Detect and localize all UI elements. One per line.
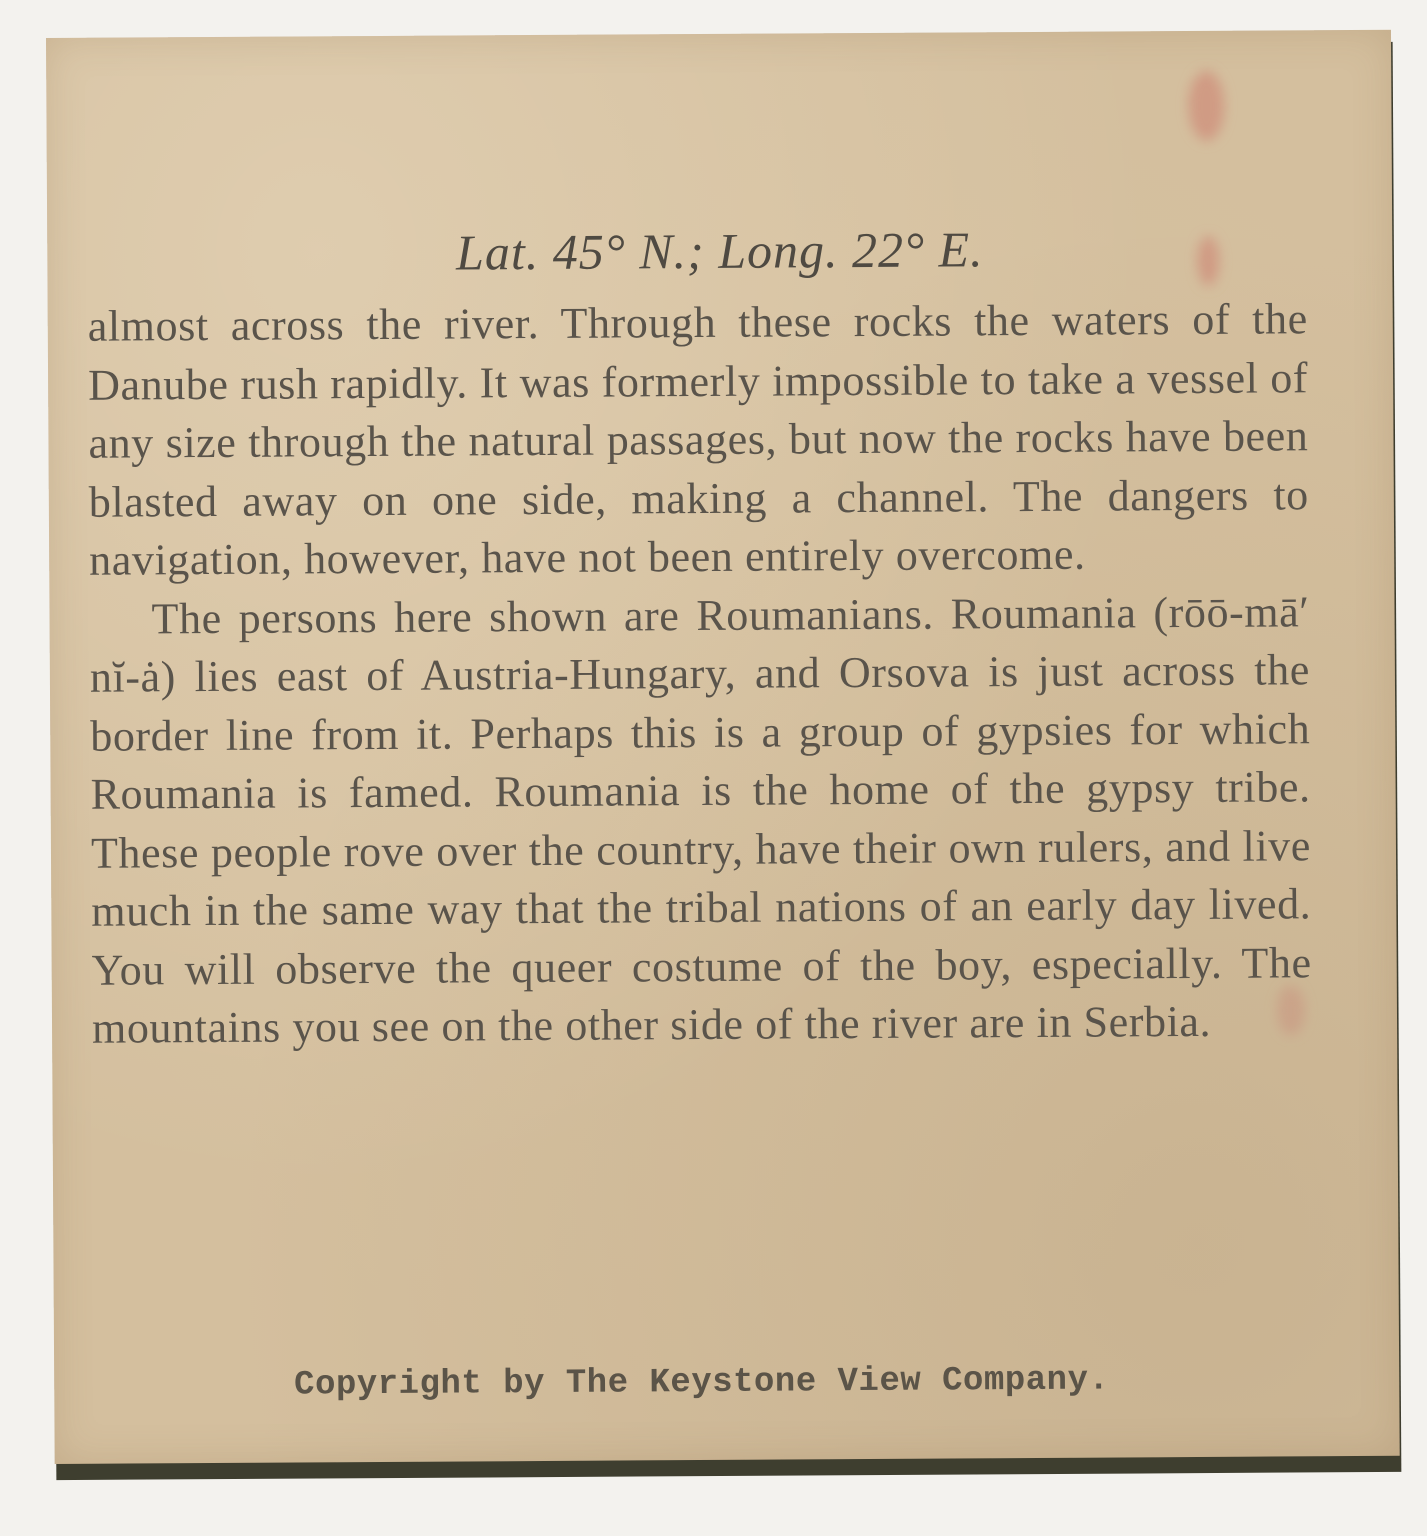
description-text <box>88 290 1313 1058</box>
copyright-notice: Copyright by The Keystone View Company. <box>293 1361 1110 1405</box>
paragraph-danube-passage: almost across the river. Through these rocks the waters of the Danube rush rapidly. It was formerly impossible to take a vessel of any size through the natural passages, but now the rocks have been blasted away on one side, making a channel. The dangers to navigation, however, have not been entirely overcome. <box>87 294 1309 585</box>
stain-mark <box>1188 71 1224 141</box>
coordinates-heading: Lat. 45° N.; Long. 22° E. <box>455 221 984 281</box>
paragraph-roumanians: The persons here shown are Roumanians. Roumania (rōō-mā′ nĭ-ȧ) lies east of Austria-Hungary, and Orsova is just across the border line from it. Perhaps this is a group of gypsies for which Roumania is famed. Roumania is the home of the gypsy tribe. These people rove over the country, have their own rulers, and live much in the same way that the tribal nations of an early day lived. You will observe the queer costume of the boy, especially. The mountains you see on the other side of the river are in Serbia. <box>89 586 1312 1053</box>
stereoview-card-back <box>46 30 1400 1464</box>
